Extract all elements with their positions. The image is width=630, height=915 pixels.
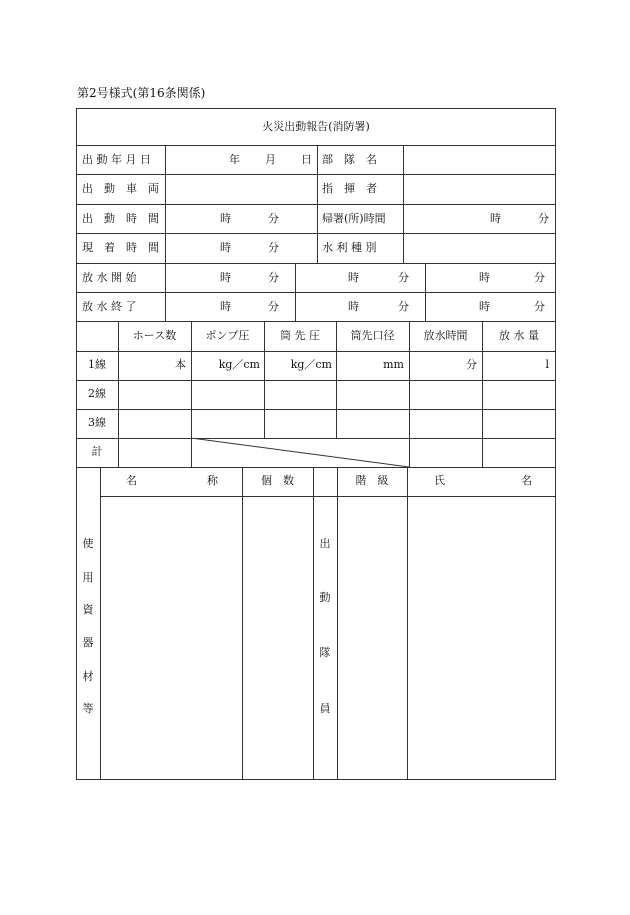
spray-volume-unit: l xyxy=(545,358,549,371)
unit-name-label: 部 隊 名 xyxy=(322,153,377,166)
rule xyxy=(403,145,404,263)
rule xyxy=(76,174,556,175)
spray-end-label: 放 水 終 了 xyxy=(82,300,137,313)
spray-start-label: 放 水 開 始 xyxy=(82,271,137,284)
rule xyxy=(76,204,556,205)
equipment-side-label-char: 材 xyxy=(82,670,94,683)
fire-dispatch-report-form xyxy=(76,108,556,780)
personnel-side-label-char: 隊 xyxy=(319,646,331,659)
water-source-label: 水 利 種 別 xyxy=(322,241,377,254)
member-name-header: 氏 xyxy=(434,474,445,487)
pump-pressure-unit: kg／cm xyxy=(218,358,260,371)
equipment-side-label-char: 資 xyxy=(82,603,94,616)
spray-duration-header: 放水時間 xyxy=(423,329,468,342)
hour-unit: 時 xyxy=(490,212,501,225)
year-unit: 年 xyxy=(229,153,240,166)
minute-unit: 分 xyxy=(268,241,279,254)
month-unit: 月 xyxy=(265,153,276,166)
rule xyxy=(76,292,556,293)
member-name-header: 名 xyxy=(521,474,532,487)
equipment-side-label-char: 用 xyxy=(82,571,94,584)
total-label: 計 xyxy=(91,445,103,458)
nozzle-pressure-unit: kg／cm xyxy=(290,358,332,371)
minute-unit: 分 xyxy=(538,212,549,225)
rule xyxy=(100,496,556,497)
hour-unit: 時 xyxy=(220,271,231,284)
frame-top xyxy=(76,108,556,109)
minute-unit: 分 xyxy=(534,300,545,313)
date-label: 出 動 年 月 日 xyxy=(82,153,151,166)
hose-count-unit: 本 xyxy=(175,358,186,371)
hour-unit: 時 xyxy=(348,300,359,313)
personnel-side-label-char: 動 xyxy=(319,591,331,604)
rule xyxy=(295,263,296,321)
frame-left xyxy=(76,108,77,780)
rank-header: 階 級 xyxy=(355,474,389,487)
hour-unit: 時 xyxy=(220,300,231,313)
rule xyxy=(317,145,318,263)
minute-unit: 分 xyxy=(268,271,279,284)
equipment-side-label-char: 器 xyxy=(82,636,94,649)
rule xyxy=(76,409,556,410)
minute-unit: 分 xyxy=(398,271,409,284)
hose-count-header: ホース数 xyxy=(132,329,177,342)
rule xyxy=(76,380,556,381)
personnel-side-label-char: 出 xyxy=(319,537,331,550)
hour-unit: 時 xyxy=(220,241,231,254)
minute-unit: 分 xyxy=(398,300,409,313)
vehicle-label: 出 動 車 両 xyxy=(82,182,159,195)
rule xyxy=(165,145,166,321)
hour-unit: 時 xyxy=(479,271,490,284)
rule xyxy=(337,467,338,780)
rule xyxy=(76,233,556,234)
nozzle-diameter-unit: mm xyxy=(383,358,404,371)
minute-unit: 分 xyxy=(268,300,279,313)
rule xyxy=(76,145,556,146)
rule xyxy=(407,467,408,780)
dispatch-time-label: 出 動 時 間 xyxy=(82,212,159,225)
personnel-side-label-char: 員 xyxy=(319,702,331,715)
rule xyxy=(76,321,556,322)
minute-unit: 分 xyxy=(534,271,545,284)
frame-bottom xyxy=(76,779,556,780)
equipment-side-label-char: 使 xyxy=(82,537,94,550)
rule xyxy=(313,467,314,780)
nozzle-pressure-header: 筒 先 圧 xyxy=(280,329,320,342)
equipment-name-header: 称 xyxy=(207,474,218,487)
report-title: 火災出動報告(消防署) xyxy=(262,120,370,133)
line-2-label: 2線 xyxy=(88,387,106,400)
equipment-side-label-char: 等 xyxy=(82,702,94,715)
hour-unit: 時 xyxy=(220,212,231,225)
day-unit: 日 xyxy=(301,153,312,166)
equipment-name-header: 名 xyxy=(126,474,137,487)
rule xyxy=(76,263,556,264)
rule xyxy=(425,263,426,321)
total-row-diagonal xyxy=(191,438,410,468)
equipment-count-header: 個 数 xyxy=(261,474,294,487)
form-number-heading: 第2号様式(第16条関係) xyxy=(77,86,206,100)
spray-volume-header: 放 水 量 xyxy=(499,329,539,342)
line-1-label: 1線 xyxy=(88,358,106,371)
rule xyxy=(242,467,243,780)
hour-unit: 時 xyxy=(348,271,359,284)
hour-unit: 時 xyxy=(479,300,490,313)
line-3-label: 3線 xyxy=(88,416,106,429)
pump-pressure-header: ポンプ圧 xyxy=(205,329,250,342)
spray-duration-unit: 分 xyxy=(466,358,477,371)
commander-label: 指 揮 者 xyxy=(322,182,377,195)
frame-right xyxy=(555,108,556,780)
rule xyxy=(76,351,556,352)
nozzle-diameter-header: 筒先口径 xyxy=(350,329,395,342)
minute-unit: 分 xyxy=(268,212,279,225)
arrival-time-label: 現 着 時 間 xyxy=(82,241,159,254)
return-time-label: 帰署(所)時間 xyxy=(322,212,386,225)
rule xyxy=(100,467,101,780)
